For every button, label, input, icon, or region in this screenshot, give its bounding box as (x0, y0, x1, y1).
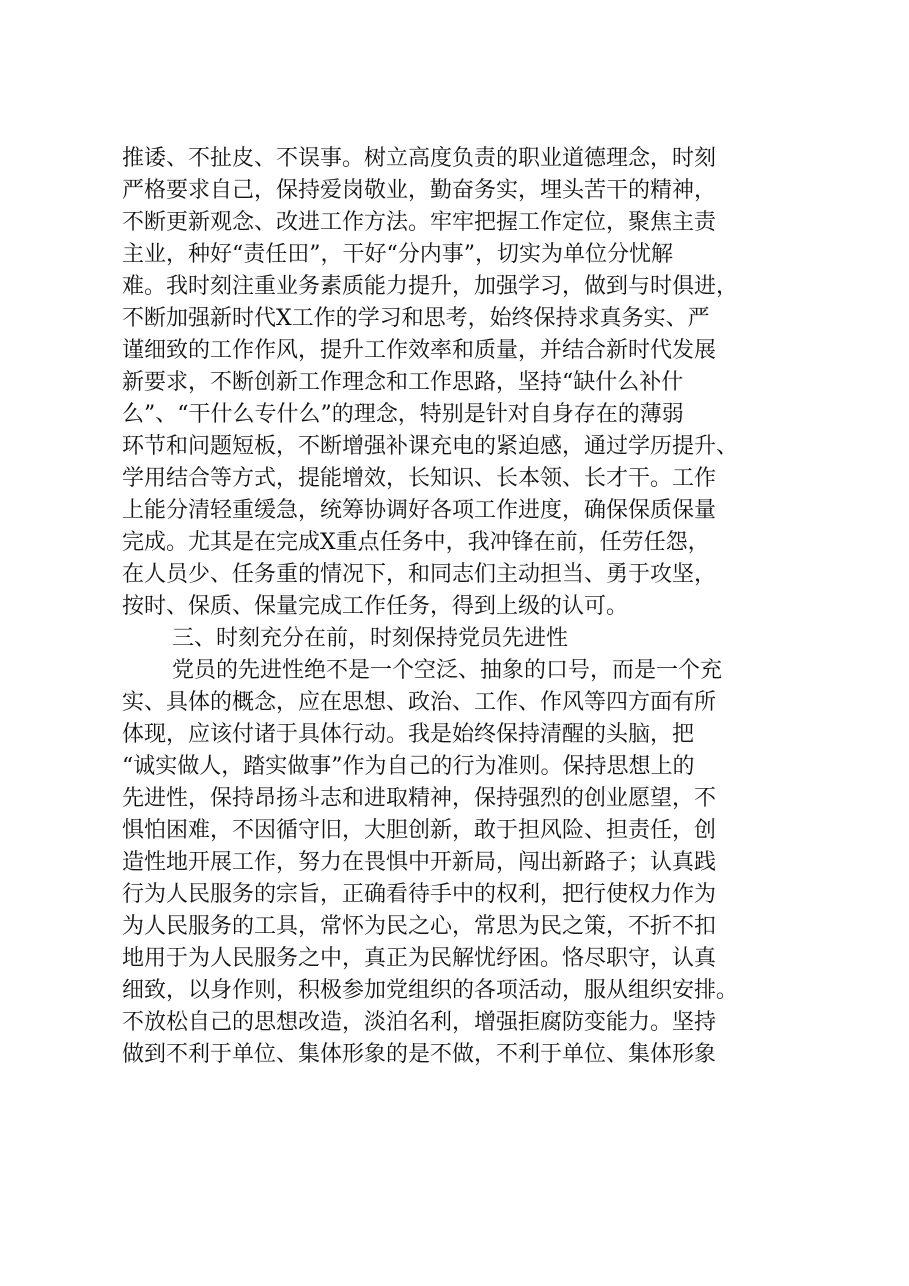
body-line: 完成。尤其是在完成X重点任务中，我冲锋在前，任劳任怨， (122, 530, 710, 555)
document-body (122, 143, 812, 1071)
body-line: 学用结合等方式，提能增效，长知识、长本领、长才干。工作 (122, 466, 717, 491)
body-line: 行为人民服务的宗旨，正确看待手中的权利，把行使权力作为 (122, 882, 717, 907)
body-line: 细致，以身作则，积极参加党组织的各项活动，服从组织安排。 (122, 978, 739, 1003)
body-line: “诚实做人，踏实做事”作为自己的行为准则。保持思想上的 (122, 754, 695, 779)
body-line: 实、具体的概念，应在思想、政治、工作、作风等四方面有所 (122, 690, 717, 715)
body-line: 推诿、不扯皮、不误事。树立高度负责的职业道德理念，时刻 (122, 146, 717, 171)
body-line: 环节和问题短板，不断增强补课充电的紧迫感，通过学历提升、 (122, 434, 739, 459)
body-line: 为人民服务的工具，常怀为民之心，常思为民之策，不折不扣 (122, 914, 717, 939)
body-line: 不断加强新时代X工作的学习和思考，始终保持求真务实、严 (122, 306, 710, 331)
body-line: 新要求，不断创新工作理念和工作思路，坚持“缺什么补什 (122, 370, 684, 395)
body-line: 造性地开展工作，努力在畏惧中开新局，闯出新路子；认真践 (122, 850, 717, 875)
body-line: 体现，应该付诸于具体行动。我是始终保持清醒的头脑，把 (122, 722, 695, 747)
body-line: 不放松自己的思想改造，淡泊名利，增强拒腐防变能力。坚持 (122, 1010, 717, 1035)
body-line: 主业，种好“责任田”，干好“分内事”，切实为单位分忧解 (122, 242, 673, 267)
body-line: 先进性，保持昂扬斗志和进取精神，保持强烈的创业愿望，不 (122, 786, 717, 811)
body-line: 按时、保质、保量完成工作任务，得到上级的认可。 (122, 594, 629, 619)
body-line: 做到不利于单位、集体形象的是不做，不利于单位、集体形象 (122, 1042, 717, 1067)
body-line: 地用于为人民服务之中，真正为民解忧纾困。恪尽职守，认真 (122, 946, 717, 971)
body-line: 上能分清轻重缓急，统筹协调好各项工作进度，确保保质保量 (122, 498, 717, 523)
body-line: 在人员少、任务重的情况下，和同志们主动担当、勇于攻坚， (122, 562, 717, 587)
section-heading: 三、时刻充分在前，时刻保持党员先进性 (172, 626, 569, 651)
body-line: 惧怕困难，不因循守旧，大胆创新，敢于担风险、担责任，创 (122, 818, 717, 843)
body-line: 么”、“干什么专什么”的理念，特别是针对自身存在的薄弱 (122, 402, 684, 427)
body-line: 难。我时刻注重业务素质能力提升，加强学习，做到与时俱进， (122, 274, 739, 299)
body-line: 严格要求自己，保持爱岗敬业，勤奋务实，埋头苦干的精神， (122, 178, 717, 203)
body-line: 不断更新观念、改进工作方法。牢牢把握工作定位，聚焦主责 (122, 210, 717, 235)
paragraph-first-line: 党员的先进性绝不是一个空泛、抽象的口号，而是一个充 (172, 658, 723, 683)
body-line: 谨细致的工作作风，提升工作效率和质量，并结合新时代发展 (122, 338, 717, 363)
